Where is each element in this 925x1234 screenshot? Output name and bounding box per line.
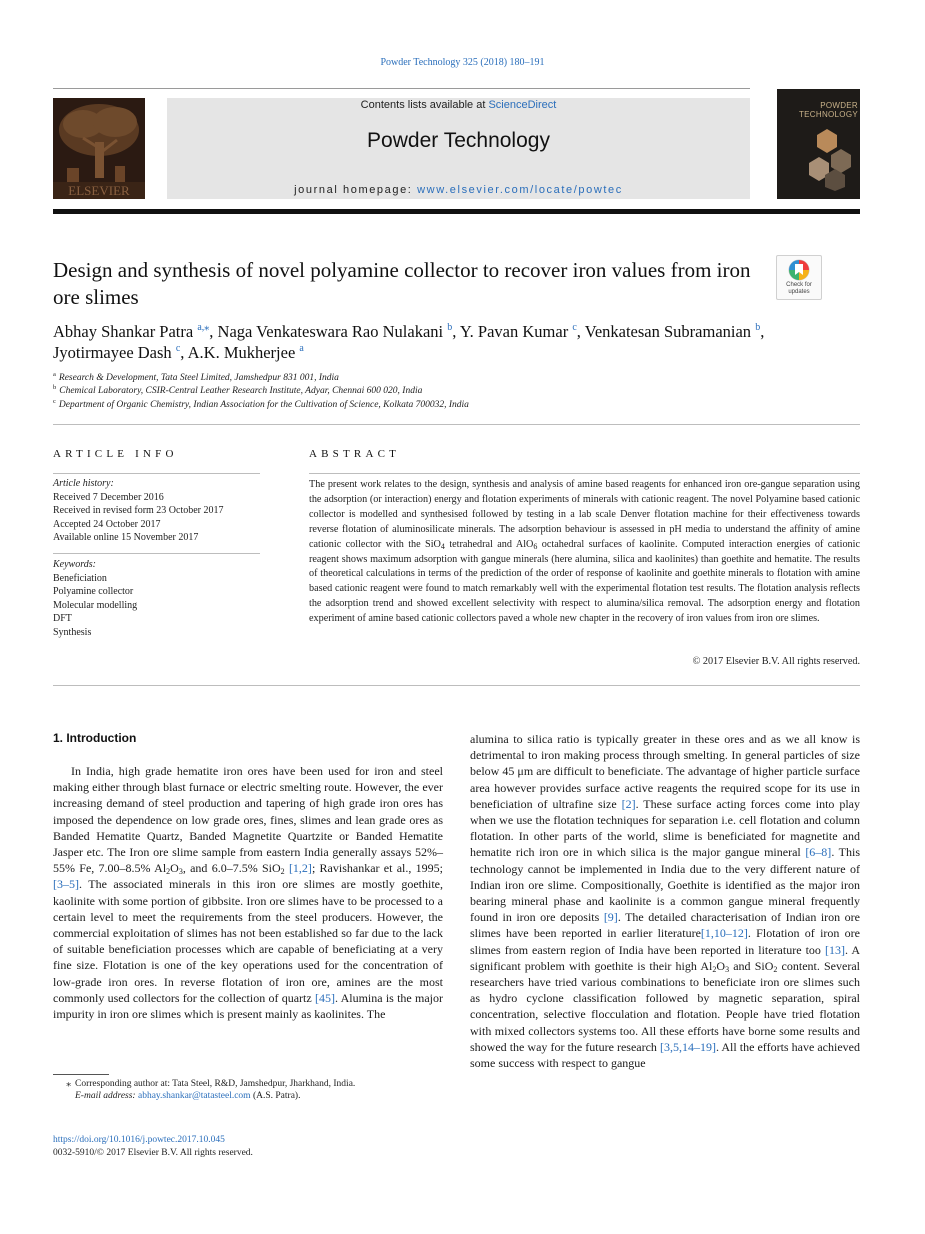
crossmark-icon [788, 259, 810, 281]
issn-line: 0032-5910/© 2017 Elsevier B.V. All rights reserved. [53, 1148, 253, 1158]
article-title: Design and synthesis of novel polyamine collector to recover iron values from iron ore slimes [53, 258, 751, 309]
abstract-part: octahedral surfaces of kaolinite. Computed interaction energies of cationic reagent shows maximum adsorption with gangue minerals (here alumina, silica and kaolinites) than goethite and hematite. The results of theoretical calculations in terms of the prediction of the order of response of kaolinite and goethite minerals to flotation with amine based cationic reagent were found to match remarkably well with the experimental flotation test results. The flotation analysis reflects the adsorption trend and showed excellent selectivity with respect to alumina/silica removal. The adsorption energy and flotation experiment of amine based cationic collectors paved a whole new chapter in the recovery of iron values from iron ore slimes. [309, 538, 861, 625]
text-run: . Flotation of iron ore slimes from eastern region of India have been reported in literature too [470, 926, 861, 957]
history-item: Available online 15 November 2017 [53, 532, 199, 543]
subscript: 2 [280, 867, 285, 877]
affiliation [53, 386, 853, 396]
email-note [53, 1091, 453, 1101]
section-heading: 1. Introduction [53, 731, 137, 745]
body-column-right [470, 731, 860, 1071]
doi-line [53, 1135, 453, 1145]
text-run: ; Ravishankar et al., 1995; [311, 861, 443, 876]
sciencedirect-link[interactable]: ScienceDirect [488, 99, 557, 111]
text-run: alumina to silica ratio is typically greater in these ores and as we all know is detrimental to iron making process through smelting. In general particles of size below 45 μm are difficult to beneficiate. The advantage of higher particle surface area however provides surface active reagents the required scope for its use in beneficiation of ultrafine size [470, 732, 860, 811]
author-name[interactable]: Y. Pavan Kumar [459, 322, 569, 341]
keyword-item: Beneficiation [53, 572, 107, 584]
affiliation-mark: b [53, 384, 57, 391]
text-run: O [170, 861, 179, 876]
author-affil-mark[interactable]: c [572, 322, 577, 333]
subscript: 2 [166, 867, 171, 877]
author-separator: , [180, 343, 188, 362]
email-link[interactable]: abhay.shankar@tatasteel.com [137, 1091, 251, 1101]
history-label: Article history: [53, 478, 114, 489]
text-run: and SiO [729, 958, 774, 973]
text-run: . The detailed characterisation of Indian iron ore slimes have been reported in earlier literature [470, 910, 860, 941]
section-divider [53, 424, 860, 425]
history-item: Received 7 December 2016 [53, 491, 164, 503]
text-run: In India, high grade hematite iron ores have been used for iron and steel making either through blast furnace or electric smelting route. However, the ever increasing demand of steel production and tapering of high grade iron ores has imposed the dependence on low grade ores, fines, slimes and lean grade ores as Banded Hematite Quartz, Banded Magnetite Quartzite or Banded Hematite Jasper etc. The Iron ore slime sample from eastern India generally assays 52%–55% Fe, 7.00–8.5% Al [53, 764, 443, 876]
citation-link[interactable]: [2] [621, 796, 636, 811]
author-separator: , [209, 322, 218, 341]
author-affil-mark[interactable]: a,⁎ [197, 322, 210, 333]
subscript: 6 [533, 541, 538, 551]
text-run: O [716, 958, 726, 973]
subscript: 4 [440, 541, 445, 551]
header-bottom-rule [53, 209, 860, 214]
author-name[interactable]: Abhay Shankar Patra [53, 322, 194, 341]
cover-title: POWDER TECHNOLOGY [798, 101, 858, 119]
homepage-link[interactable]: www.elsevier.com/locate/powtec [417, 184, 623, 196]
text-run: . Alumina is the major impurity in iron ore slimes which is present mainly as kaolinites. The [53, 990, 443, 1022]
citation-link[interactable]: [1,2] [288, 861, 312, 876]
affiliation-mark: a [53, 371, 56, 378]
author-separator: , [576, 322, 585, 341]
article-history [53, 477, 260, 545]
subscript: 3 [725, 964, 730, 974]
keyword-item: Synthesis [53, 626, 92, 638]
subscript: 3 [178, 867, 183, 877]
section-divider [53, 685, 860, 686]
journal-header-box [167, 98, 750, 199]
abstract-copyright: © 2017 Elsevier B.V. All rights reserved. [692, 656, 860, 667]
citation-link[interactable]: [3,5,14–19] [659, 1039, 716, 1054]
text-run: content. Several researchers have tried various combinations to beneficiate iron ore slimes such as hydro cyclone classification followed by magnetic separation, spiral concentration, selective flocculation and flotation. People have tried flotation with mixed collectors systems too. All these efforts have borne some results and showed the way for the future research [470, 958, 860, 1054]
author-affil-mark[interactable]: b [447, 322, 453, 333]
body-paragraph [470, 731, 860, 1071]
journal-name: Powder Technology [367, 129, 550, 152]
history-item: Accepted 24 October 2017 [53, 518, 161, 530]
keyword-item: Molecular modelling [53, 599, 138, 611]
author-separator: , [452, 322, 460, 341]
article-info-heading: ARTICLE INFO [53, 448, 178, 460]
subscript: 2 [773, 964, 778, 974]
footnote-text: Corresponding author at: Tata Steel, R&D, Jamshedpur, Jharkhand, India. [75, 1079, 356, 1089]
journal-citation[interactable]: Powder Technology 325 (2018) 180–191 [380, 57, 545, 68]
affiliation [53, 373, 853, 383]
affiliation-mark: c [53, 398, 56, 405]
contents-prefix: Contents lists available at [360, 99, 486, 111]
affiliation-text: Research & Development, Tata Steel Limited, Jamshedpur 831 001, India [58, 373, 339, 383]
author-list [53, 321, 863, 363]
keyword-item: Polyamine collector [53, 586, 134, 597]
citation-link[interactable]: [13] [824, 942, 845, 957]
email-suffix: (A.S. Patra). [250, 1091, 301, 1101]
text-run: . The associated minerals in this iron ore slimes are mostly goethite, kaolinite with some portion of gibbsite. Iron ore slimes have to be processed to a certain level to meet the requirements from the steel producers. However, the commercial exploitation of slimes has not been established so far due to the lack of suitable beneficiation processes which are capable of beneficiating at a very fine size. Flotation is one of the key operations used for the concentration of low-grade iron ores. In reverse flotation of iron ore, amines are the most commonly used collectors for the collection of quartz [53, 877, 443, 1005]
journal-homepage [167, 184, 750, 196]
cover-hexagons-icon [807, 127, 855, 191]
author-name[interactable]: Venkatesan Subramanian [584, 322, 752, 341]
history-item: Received in revised form 23 October 2017 [53, 505, 224, 516]
author-affil-mark[interactable]: b [755, 322, 761, 333]
doi-link[interactable]: https://doi.org/10.1016/j.powtec.2017.10.045 [53, 1135, 225, 1145]
keywords-label: Keywords: [53, 559, 96, 570]
affiliation-text: Chemical Laboratory, CSIR-Central Leather Research Institute, Adyar, Chennai 600 020, India [59, 386, 423, 396]
text-run: . These surface acting forces come into play when we use the flotation techniques for separation i.e. cell flotation and column flotation. In other parts of the world, slime is beneficiated for magnetite and hematite rich iron ore in which silica is the major gangue mineral [470, 796, 861, 860]
keywords-rule [53, 553, 260, 554]
abstract-part: The present work relates to the design, synthesis and analysis of amine based reagents for enhanced iron ore-gangue separation using the adsorption (or interaction) energy and flotation experiments of minerals with cationic reagent. The novel Polyamine based cationic collector is modelled and synthesised followed by testing in a lab scale Denver flotation machine for their effectiveness towards reverse flotation of aluminosilicate minerals. The adsorption behaviour is assessed in pH media to understand the affinity of amine cationic collector with the SiO [309, 479, 860, 550]
citation-link[interactable]: [45] [314, 990, 335, 1005]
affiliation-text: Department of Organic Chemistry, Indian Association for the Cultivation of Science, Kolkata 700032, India [58, 400, 469, 410]
footnote-rule [53, 1074, 109, 1075]
author-affil-mark[interactable]: a [299, 343, 304, 354]
subscript: 2 [712, 964, 717, 974]
citation-link[interactable]: [3–5] [53, 877, 79, 892]
homepage-prefix: journal homepage: [294, 184, 413, 196]
author-name[interactable]: Naga Venkateswara Rao Nulakani [217, 322, 444, 341]
elsevier-tree-icon [53, 98, 145, 199]
author-name[interactable]: A.K. Mukherjee [187, 343, 296, 362]
citation-link[interactable]: [9] [603, 910, 618, 925]
abstract-part: tetrahedral and AlO [444, 538, 534, 550]
citation-link[interactable]: [1,10–12] [700, 926, 748, 941]
text-run: . All the efforts have achieved some success with respect to gangue [470, 1039, 860, 1071]
journal-cover-image[interactable] [777, 89, 860, 199]
keyword-item: DFT [53, 613, 72, 624]
affiliation [53, 400, 853, 410]
keywords [53, 558, 260, 639]
text-run: . This technology cannot be implemented in India due to the very different nature of Indian iron ore slime. Compositionally, Goethite is identified as the major iron bearing mineral phase and kaolinite is a common gangue mineral frequently found in iron ore deposits [470, 845, 860, 925]
crossmark-label: Check for updates [786, 282, 812, 295]
abstract-text [309, 478, 860, 627]
author-separator: , [760, 322, 765, 341]
corresponding-author-note [53, 1078, 453, 1089]
email-label: E-mail address: [75, 1091, 136, 1101]
header-top-rule [53, 88, 750, 89]
elsevier-logo [53, 98, 145, 199]
svg-text:ELSEVIER: ELSEVIER [68, 183, 130, 198]
citation-link[interactable]: [6–8] [805, 845, 832, 860]
body-paragraph [53, 763, 443, 1022]
contents-line [167, 99, 750, 111]
article-info-rule [53, 473, 260, 474]
author-affil-mark[interactable]: c [175, 343, 181, 354]
abstract-rule [309, 473, 860, 474]
author-name[interactable]: Jyotirmayee Dash [53, 343, 172, 362]
text-run: , and 6.0–7.5% SiO [182, 861, 281, 876]
abstract-heading: ABSTRACT [309, 448, 401, 460]
footnote-mark: ⁎ [66, 1079, 71, 1089]
body-column-left [53, 763, 443, 1022]
crossmark-badge[interactable] [776, 255, 822, 300]
text-run: . A significant problem with goethite is their high Al [470, 942, 860, 973]
